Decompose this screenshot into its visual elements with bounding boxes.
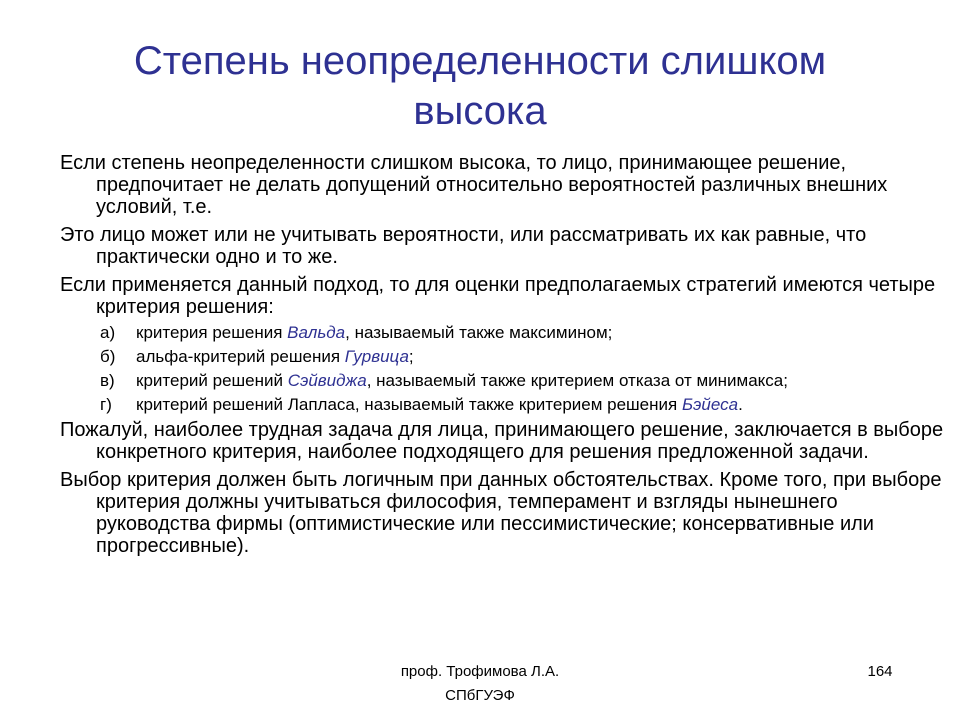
page-number: 164 <box>867 663 893 680</box>
criteria-author-name: Вальда <box>287 323 346 342</box>
paragraph-3: Если применяется данный подход, то для оценки предполагаемых стратегий имеются четыре критерия решения: <box>60 274 936 318</box>
criteria-item-text-before: критерия решения <box>136 323 288 342</box>
criteria-item-marker: в) <box>100 371 115 390</box>
criteria-item-savage <box>60 371 955 390</box>
slide-body <box>60 152 955 563</box>
criteria-author-name: Гурвица <box>344 347 409 366</box>
criteria-item-hurwicz <box>60 347 955 366</box>
criteria-author-name: Бэйеса <box>681 395 739 414</box>
criteria-item-text-after: ; <box>408 347 414 366</box>
paragraph-2: Это лицо может или не учитывать вероятности, или рассматривать их как равные, что практически одно и то же. <box>60 224 867 268</box>
criteria-list <box>60 323 955 414</box>
criteria-item-text-after: , называемый также максимином; <box>345 323 613 342</box>
criteria-item-laplace <box>60 395 955 414</box>
criteria-item-wald <box>60 323 955 342</box>
paragraph-1: Если степень неопределенности слишком высока, то лицо, принимающее решение, предпочитает не делать допущений относительно вероятностей различных внешних условий, т.е. <box>60 152 888 218</box>
paragraph-4: Пожалуй, наиболее трудная задача для лица, принимающего решение, заключается в выборе конкретного критерия, наиболее подходящего для решения предложенной задачи. <box>60 419 944 463</box>
criteria-item-text-after: , называемый также критерием отказа от минимакса; <box>366 371 788 390</box>
footer-institution: СПбГУЭФ <box>445 687 515 704</box>
criteria-item-text-before: альфа-критерий решения <box>136 347 345 366</box>
criteria-item-text-before: критерий решений Лапласа, называемый также критерием решения <box>136 395 682 414</box>
footer-author-name: проф. Трофимова Л.А. <box>400 663 560 680</box>
paragraph-5: Выбор критерия должен быть логичным при данных обстоятельствах. Кроме того, при выборе критерия должны учитываться философия, темперамент и взгляды нынешнего руководства фирмы (оптимистические или пессимистические; консервативные или прогрессивные). <box>60 469 942 557</box>
criteria-item-marker: а) <box>100 323 116 342</box>
criteria-item-marker: г) <box>100 395 112 414</box>
criteria-item-marker: б) <box>100 347 116 366</box>
criteria-item-text-before: критерий решений <box>136 371 288 390</box>
criteria-author-name: Сэйвиджа <box>287 371 367 390</box>
slide-title <box>40 36 920 136</box>
slide-title-line-1: Степень неопределенности слишком <box>133 39 827 83</box>
criteria-item-text-after: . <box>738 395 743 414</box>
footer-author <box>360 660 600 708</box>
slide-title-line-2: высока <box>413 89 547 133</box>
